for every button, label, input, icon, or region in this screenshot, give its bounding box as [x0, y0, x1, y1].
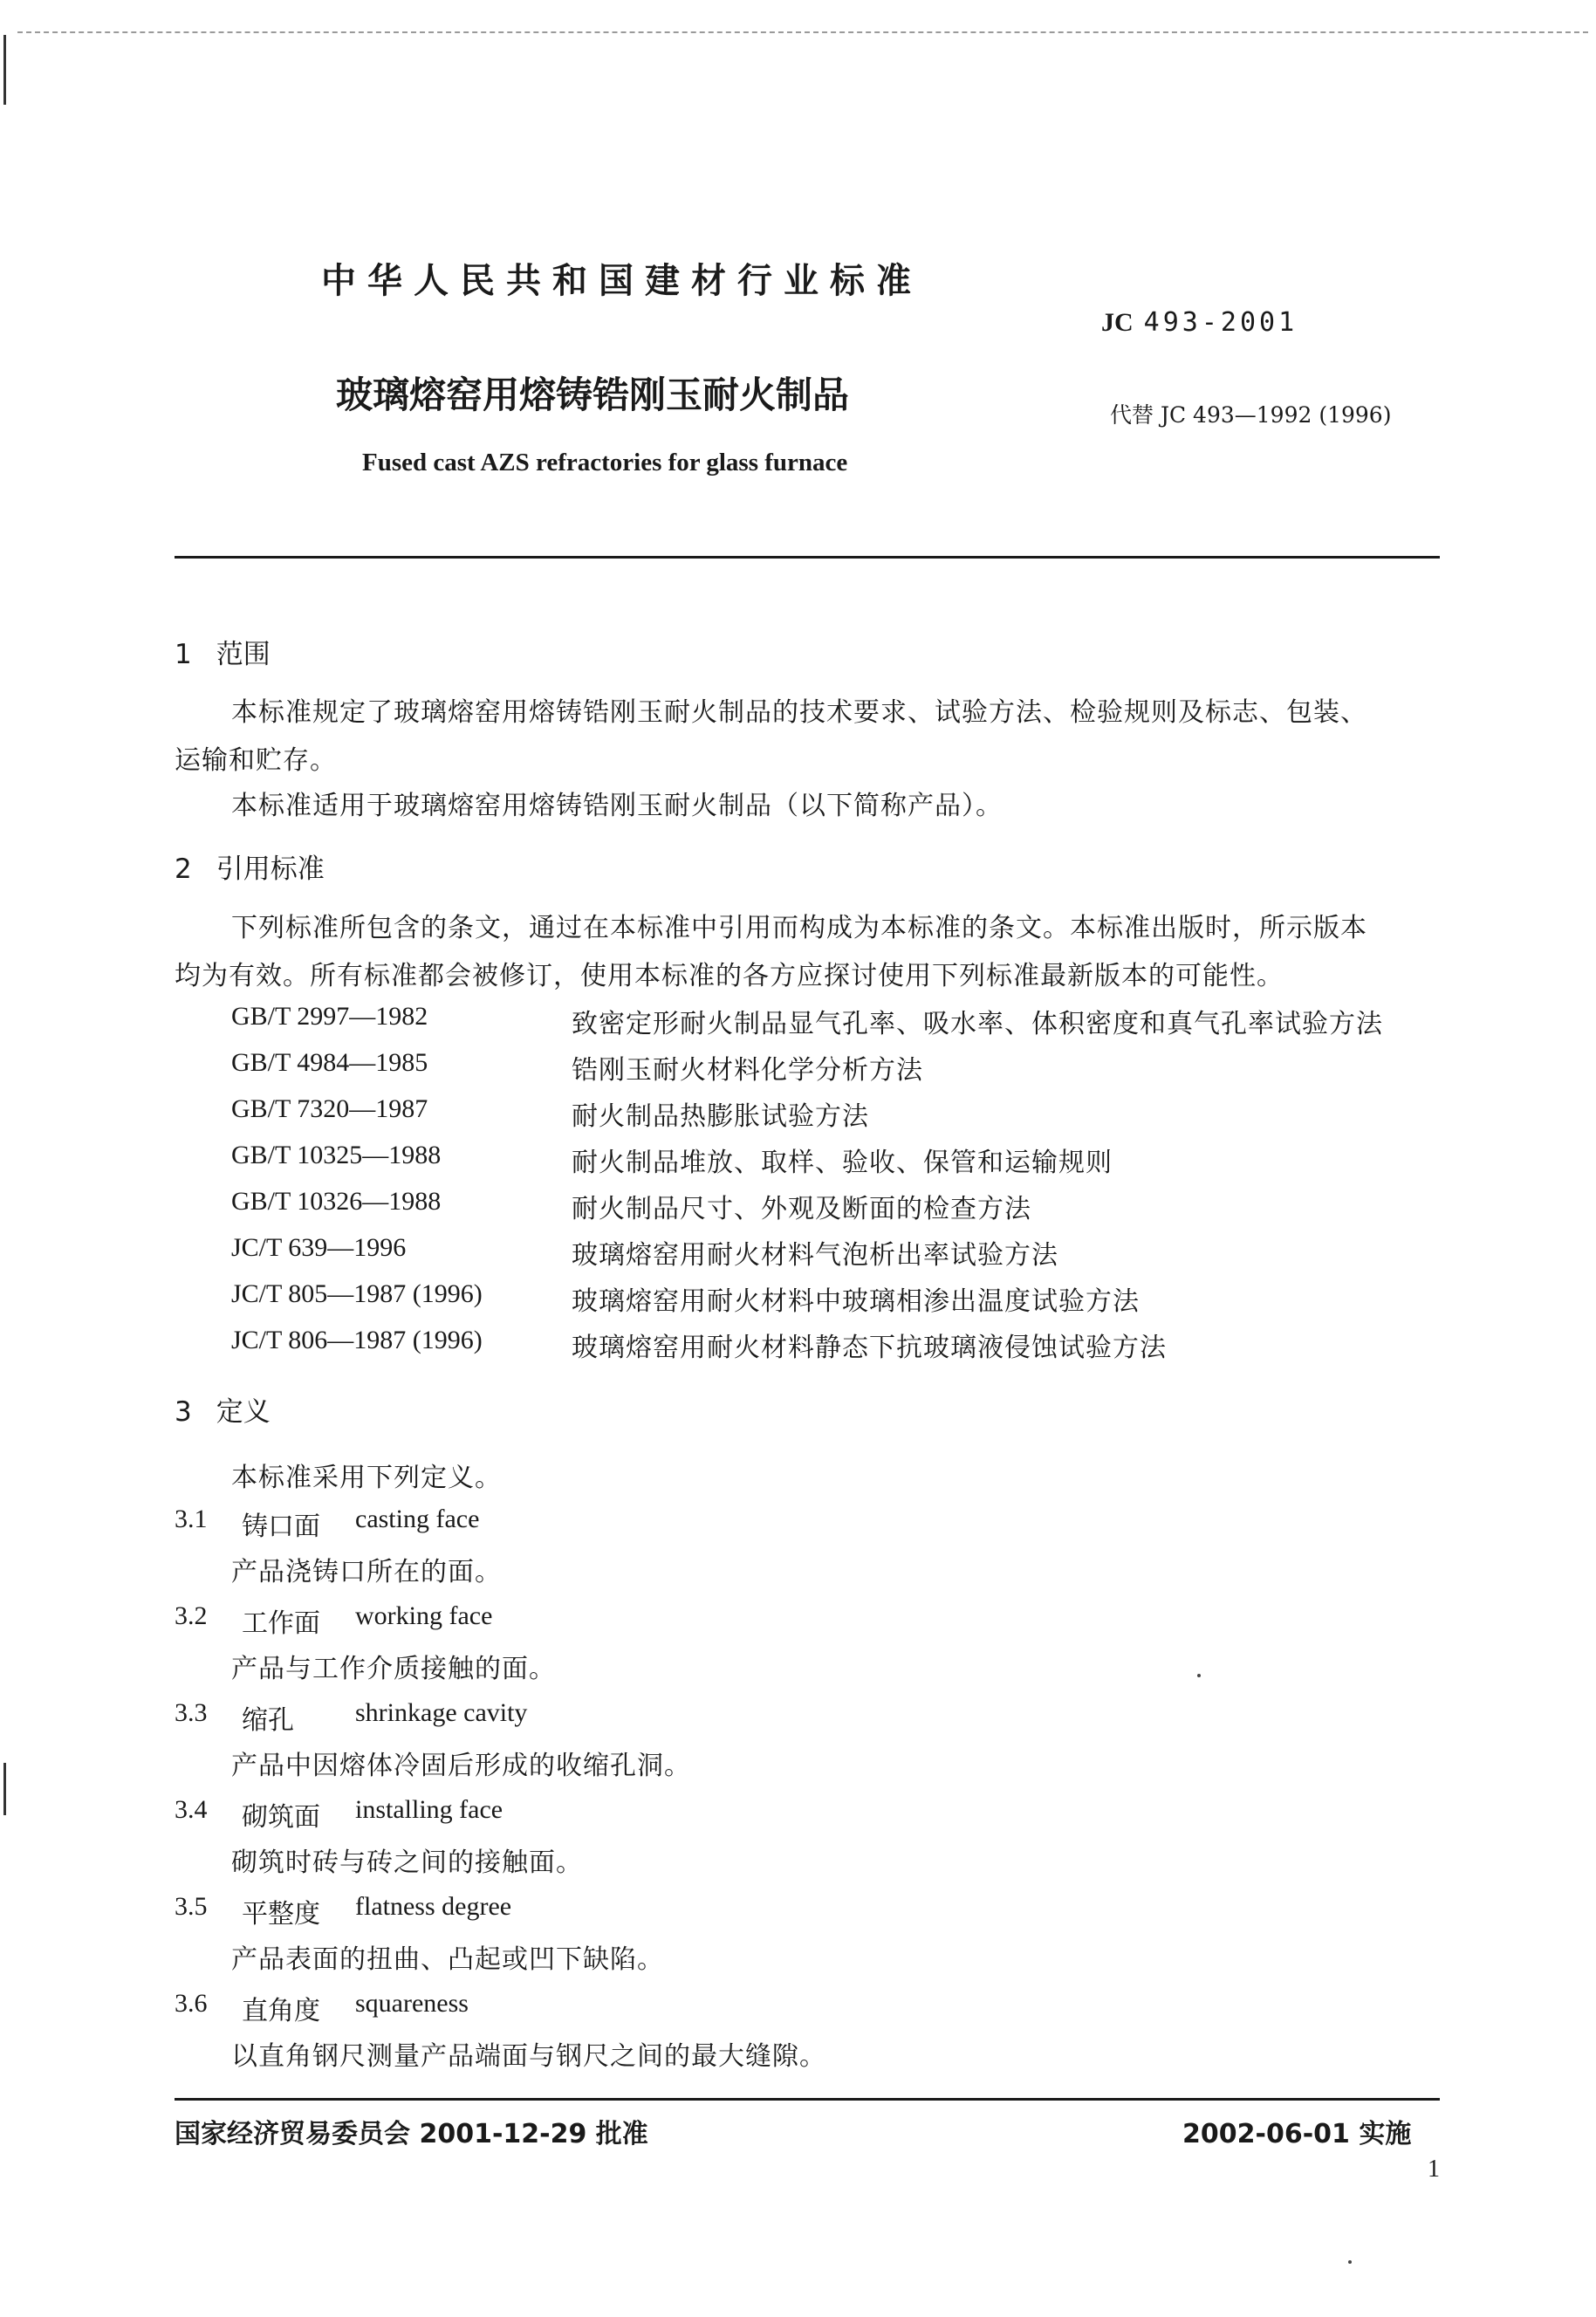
definition-text: 产品与工作介质接触的面。	[231, 1654, 556, 1684]
definition-number: 3.4	[175, 1795, 208, 1824]
reference-title: 玻璃熔窑用耐火材料气泡析出率试验方法	[572, 1240, 1058, 1271]
definition-number: 3.5	[175, 1892, 208, 1921]
scan-dashed-border	[17, 31, 1588, 33]
scan-speck	[1348, 2260, 1352, 2264]
reference-title: 耐火制品堆放、取样、验收、保管和运输规则	[572, 1148, 1113, 1178]
reference-title: 耐火制品热膨胀试验方法	[572, 1101, 869, 1132]
reference-title: 锆刚玉耐火材料化学分析方法	[572, 1055, 923, 1086]
definition-term-en: installing face	[355, 1795, 503, 1824]
definition-term-en: shrinkage cavity	[355, 1698, 528, 1727]
reference-title: 玻璃熔窑用耐火材料静态下抗玻璃液侵蚀试验方法	[572, 1333, 1167, 1363]
definition-text: 产品中因熔体冷固后形成的收缩孔洞。	[231, 1751, 691, 1781]
section-heading-definitions: 3 定义	[175, 1396, 271, 1428]
reference-title: 致密定形耐火制品显气孔率、吸水率、体积密度和真气孔率试验方法	[572, 1009, 1383, 1039]
definition-term-en: working face	[355, 1601, 493, 1630]
reference-code: GB/T 4984—1985	[231, 1048, 428, 1077]
national-standard-heading: 中华人民共和国建材行业标准	[321, 261, 922, 301]
document-title-english: Fused cast AZS refractories for glass furnace	[362, 449, 848, 476]
paragraph: 均为有效。所有标准都会被修订，使用本标准的各方应探讨使用下列标准最新版本的可能性。	[175, 961, 1284, 991]
reference-title: 耐火制品尺寸、外观及断面的检查方法	[572, 1194, 1031, 1224]
definition-term-cn: 平整度	[242, 1899, 320, 1930]
scan-edge-mark	[3, 35, 6, 105]
definition-number: 3.6	[175, 1989, 208, 2018]
definition-text: 产品浇铸口所在的面。	[231, 1557, 502, 1587]
definition-term-cn: 铸口面	[242, 1512, 320, 1542]
approval-note: 国家经济贸易委员会 2001-12-29 批准	[175, 2119, 648, 2149]
paragraph: 本标准规定了玻璃熔窑用熔铸锆刚玉耐火制品的技术要求、试验方法、检验规则及标志、包装、	[231, 697, 1367, 728]
paragraph: 本标准适用于玻璃熔窑用熔铸锆刚玉耐火制品（以下简称产品）。	[231, 791, 1003, 821]
paragraph: 本标准采用下列定义。	[231, 1463, 502, 1493]
definition-text: 以直角钢尺测量产品端面与钢尺之间的最大缝隙。	[231, 2041, 826, 2072]
definition-text: 砌筑时砖与砖之间的接触面。	[231, 1847, 583, 1878]
document-title: 玻璃熔窑用熔铸锆刚玉耐火制品	[336, 374, 850, 416]
reference-title: 玻璃熔窑用耐火材料中玻璃相渗出温度试验方法	[572, 1286, 1140, 1317]
reference-code: GB/T 10325—1988	[231, 1141, 442, 1169]
reference-code: JC/T 805—1987 (1996)	[231, 1279, 483, 1308]
section-heading-scope: 1 范围	[175, 639, 271, 670]
definition-term-cn: 砌筑面	[242, 1802, 320, 1833]
reference-code: GB/T 2997—1982	[231, 1002, 428, 1031]
header-rule	[175, 556, 1440, 559]
reference-code: JC/T 639—1996	[231, 1233, 407, 1262]
definition-term-cn: 工作面	[242, 1608, 320, 1639]
effective-date: 2002-06-01 实施	[1182, 2119, 1412, 2149]
footer-rule	[175, 2098, 1440, 2101]
definition-term-en: casting face	[355, 1505, 480, 1533]
section-heading-references: 2 引用标准	[175, 853, 325, 885]
scan-speck	[1197, 1674, 1201, 1677]
definition-text: 产品表面的扭曲、凸起或凹下缺陷。	[231, 1944, 664, 1975]
definition-number: 3.1	[175, 1505, 208, 1533]
definition-term-cn: 缩孔	[242, 1705, 294, 1736]
paragraph: 运输和贮存。	[175, 745, 337, 776]
replaces-note: 代替 JC 493—1992 (1996)	[1110, 402, 1392, 428]
definition-number: 3.3	[175, 1698, 208, 1727]
definition-term-cn: 直角度	[242, 1996, 320, 2026]
reference-code: GB/T 10326—1988	[231, 1187, 442, 1216]
definition-term-en: squareness	[355, 1989, 469, 2018]
definition-term-en: flatness degree	[355, 1892, 512, 1921]
page-number: 1	[1428, 2156, 1440, 2183]
scan-edge-mark	[3, 1763, 6, 1815]
definition-number: 3.2	[175, 1601, 208, 1630]
standard-number: JC 493-2001	[1101, 307, 1298, 338]
reference-code: GB/T 7320—1987	[231, 1094, 428, 1123]
reference-code: JC/T 806—1987 (1996)	[231, 1326, 483, 1354]
paragraph: 下列标准所包含的条文，通过在本标准中引用而构成为本标准的条文。本标准出版时，所示版本	[231, 913, 1367, 943]
